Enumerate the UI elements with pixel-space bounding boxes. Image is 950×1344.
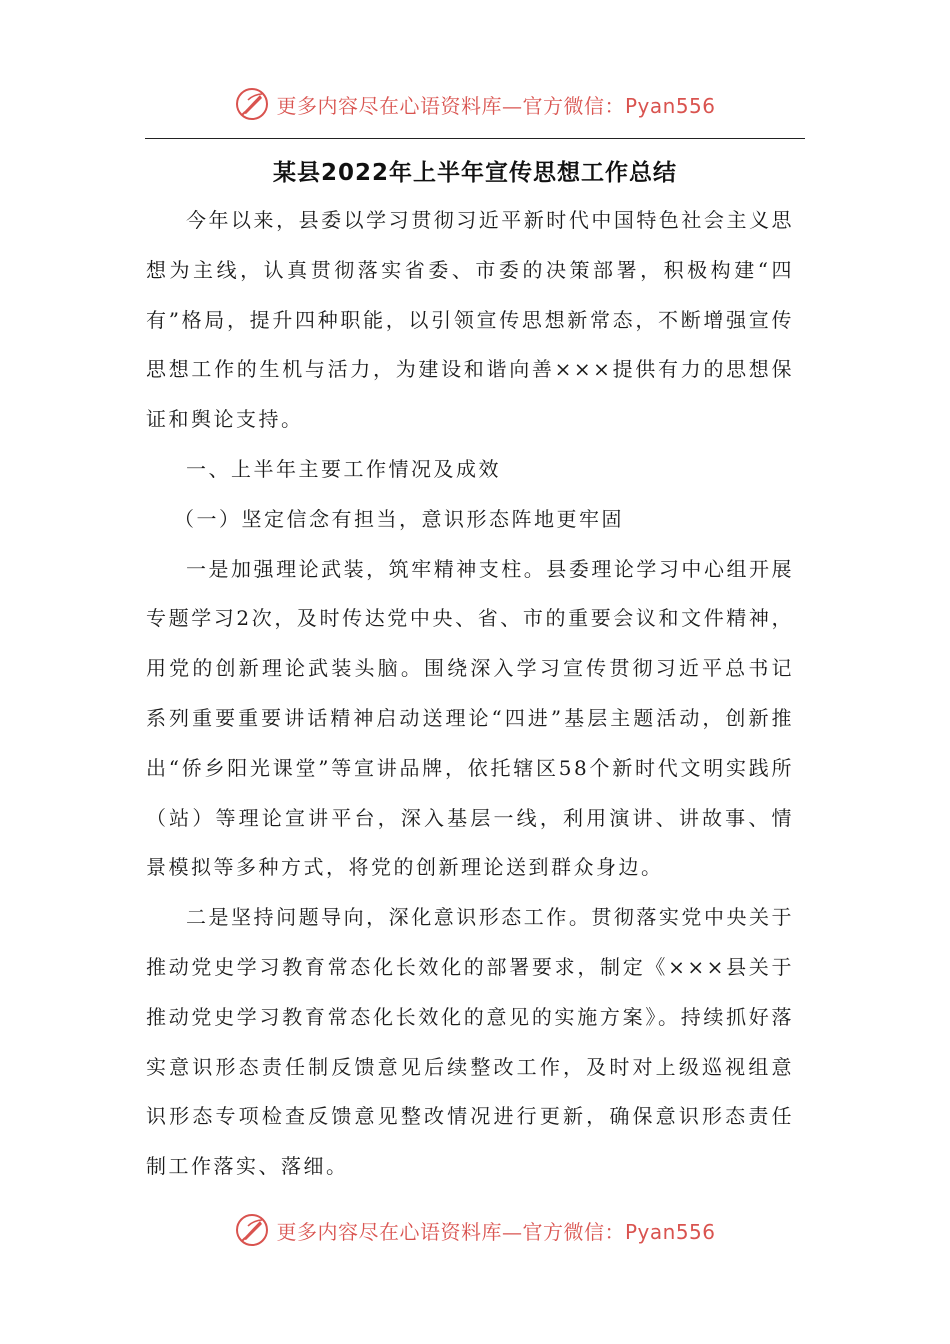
document-body <box>146 196 794 1192</box>
section-heading: 一、上半年主要工作情况及成效 <box>186 456 501 481</box>
document-title: 某县2022年上半年宣传思想工作总结 <box>272 160 677 186</box>
subsection-heading: （一）坚定信念有担当，意识形态阵地更牢固 <box>174 506 624 531</box>
footer-banner <box>0 1208 950 1252</box>
banner-text: 更多内容尽在心语资料库—官方微信：Pyan556 <box>276 93 716 118</box>
banner-text: 更多内容尽在心语资料库—官方微信：Pyan556 <box>276 1219 716 1244</box>
paragraph-intro: 今年以来，县委以学习贯彻习近平新时代中国特色社会主义思想为主线，认真贯彻落实省委、市委的决策部署，积极构建“四有”格局，提升四种职能，以引领宣传思想新常态，不断增强宣传思想工作的生机与活力，为建设和谐向善×××提供有力的思想保证和舆论支持。 <box>146 208 794 432</box>
header-divider <box>145 138 805 139</box>
quill-logo-icon <box>234 86 270 122</box>
header-banner <box>0 82 950 126</box>
paragraph-theory: 一是加强理论武装，筑牢精神支柱。县委理论学习中心组开展专题学习2次，及时传达党中央、省、市的重要会议和文件精神，用党的创新理论武装头脑。围绕深入学习宣传贯彻习近平总书记系列重要重要讲话精神启动送理论“四进”基层主题活动，创新推出“侨乡阳光课堂”等宣讲品牌，依托辖区58个新时代文明实践所（站）等理论宣讲平台，深入基层一线，利用演讲、讲故事、情景模拟等多种方式，将党的创新理论送到群众身边。 <box>146 556 794 880</box>
quill-logo-icon <box>234 1212 270 1248</box>
banner-handle: Pyan556 <box>624 93 716 118</box>
banner-handle: Pyan556 <box>624 1219 716 1244</box>
paragraph-ideology: 二是坚持问题导向，深化意识形态工作。贯彻落实党中央关于推动党史学习教育常态化长效化的部署要求，制定《×××县关于推动党史学习教育常态化长效化的意见的实施方案》。持续抓好落实意识形态责任制反馈意见后续整改工作，及时对上级巡视组意识形态专项检查反馈意见整改情况进行更新，确保意识形态责任制工作落实、落细。 <box>146 905 794 1179</box>
